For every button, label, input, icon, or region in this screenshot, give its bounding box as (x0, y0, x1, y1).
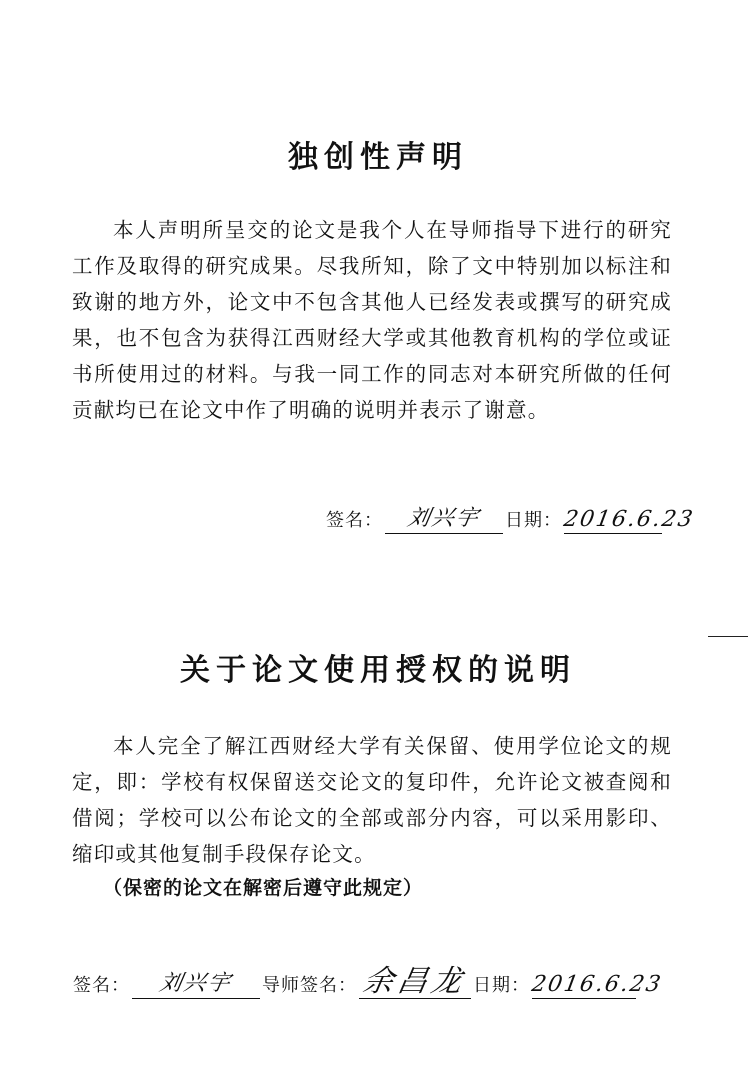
declaration-body: 本人声明所呈交的论文是我个人在导师指导下进行的研究工作及取得的研究成果。尽我所知，除了文中特别加以标注和致谢的地方外，论文中不包含其他人已经发表或撰写的研究成果，也不包含为获得江西财经大学或其他教育机构的学位或证书所使用过的材料。与我一同工作的同志对本研究所做的任何贡献均已在论文中作了明确的说明并表示了谢意。 (72, 218, 672, 422)
handwritten-signature: 刘兴宇 (157, 971, 234, 996)
date-blank (561, 505, 697, 534)
signature-label: 签名： (73, 975, 130, 996)
declaration-signature-line (326, 505, 697, 534)
authorization-signature-line (73, 964, 665, 999)
date-blank (529, 970, 665, 999)
handwritten-date: 2016.6.23 (529, 972, 665, 997)
date-label: 日期： (473, 975, 530, 996)
signature-blank (385, 505, 503, 534)
signature-label: 签名： (326, 510, 383, 531)
declaration-title: 独创性声明 (288, 140, 468, 175)
handwritten-signature: 刘兴宇 (405, 506, 482, 531)
supervisor-blank (359, 964, 471, 999)
authorization-body: 本人完全了解江西财经大学有关保留、使用学位论文的规定，即：学校有权保留送交论文的复印件，允许论文被查阅和借阅；学校可以公布论文的全部或部分内容，可以采用影印、缩印或其他复制手段保存论文。 (72, 734, 672, 866)
supervisor-label: 导师签名： (262, 975, 357, 996)
authorization-title: 关于论文使用授权的说明 (180, 653, 576, 688)
date-label: 日期： (505, 510, 562, 531)
supervisor-handwritten-signature: 余昌龙 (360, 964, 469, 999)
handwritten-date: 2016.6.23 (561, 507, 697, 532)
confidential-note: （保密的论文在解密后遵守此规定） (103, 877, 424, 899)
edge-mark (708, 636, 748, 637)
signature-blank (132, 970, 260, 999)
